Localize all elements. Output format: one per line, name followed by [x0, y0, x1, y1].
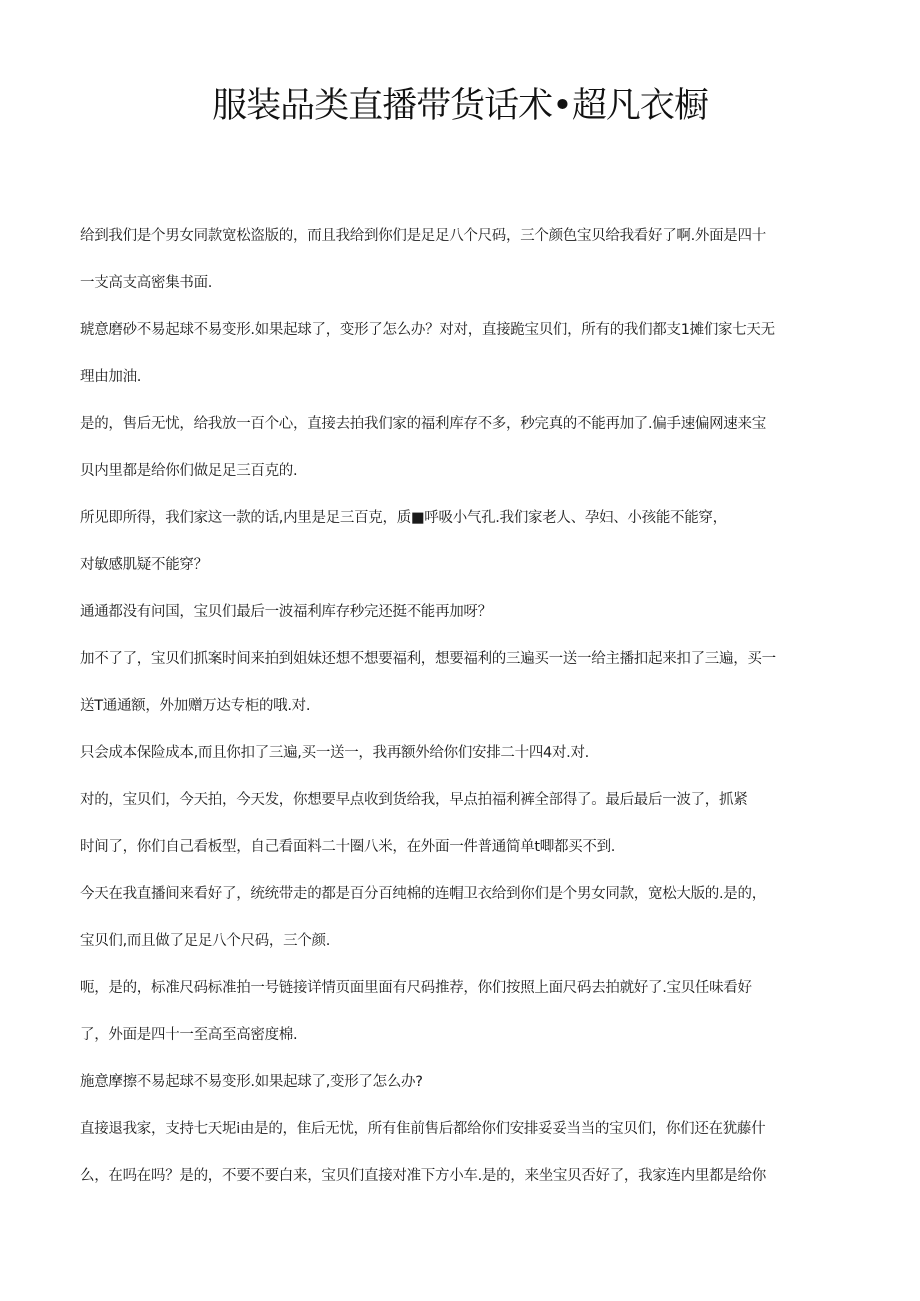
document-title: 服装品类直播带货话术•超凡衣橱: [212, 86, 708, 126]
text-line: 理由加油.: [80, 369, 142, 385]
text-line: 只会成本保险成本,而且你扣了三遍,买一送一，我再额外给你们安排二十四4对.对.: [80, 745, 589, 761]
text-line: 给到我们是个男女同款宽松盗版的，而且我给到你们是足足八个尺码，三个颜色宝贝给我看好了啊.外面是四十: [80, 228, 766, 244]
text-line: 了，外面是四十一至高至高密度棉.: [80, 1027, 298, 1043]
text-line: 送T通通额，外加赠万达专柜的哦.对.: [80, 698, 311, 714]
text-line: 呃，是的，标准尺码标准拍一号链接详情页面里面有尺码推荐，你们按照上面尺码去拍就好了.宝贝任味看好: [80, 980, 752, 996]
document-body: [80, 221, 840, 1208]
text-line: 今天在我直播间来看好了，统统带走的都是百分百纯棉的连帽卫衣给到你们是个男女同款，宽松大版的.是的，: [80, 886, 766, 902]
text-line: 贝内里都是给你们做足足三百克的.: [80, 463, 298, 479]
text-line: 时间了，你们自己看板型，自己看面料二十圈八米，在外面一件普通简单t唧都买不到.: [80, 839, 616, 855]
text-line: 么，在吗在吗？是的，不要不要白来，宝贝们直接对准下方小车.是的，来坐宝贝否好了，我家连内里都是给你: [80, 1168, 766, 1184]
text-line: 通通都没有问国，宝贝们最后一波福利库存秒完还挺不能再加呀？: [80, 604, 492, 620]
text-line: 加不了了，宝贝们抓案时间来拍到姐妹还想不想要福利，想要福利的三遍买一送一给主播扣起来扣了三遍，买一: [80, 651, 776, 667]
text-line: 琥意磨砂不易起球不易变形.如果起球了，变形了怎么办？对对，直接跪宝贝们，所有的我们都支1摊们家七天无: [80, 322, 775, 338]
text-line: 所见即所得，我们家这一款的话,内里是足三百克，质■呼吸小气孔.我们家老人、孕妇、小孩能不能穿，: [80, 510, 727, 526]
text-line: 对敏感肌疑不能穿？: [80, 557, 208, 573]
text-line: 施意摩擦不易起球不易变形.如果起球了,变形了怎么办?: [80, 1074, 423, 1090]
text-line: 是的，售后无忧，给我放一百个心，直接去拍我们家的福利库存不多，秒完真的不能再加了.偏手速偏网速来宝: [80, 416, 766, 432]
text-line: 直接退我家，支持七天坭i由是的，隹后无忧，所有隹前售后都给你们安排妥妥当当的宝贝们，你们还在犹藤什: [80, 1121, 766, 1137]
text-line: 宝贝们,而且做了足足八个尺码，三个颜.: [80, 933, 331, 949]
text-line: 一支高支高密集书面.: [80, 275, 213, 291]
text-line: 对的，宝贝们，今天拍，今天发，你想要早点收到货给我，早点拍福利裤全部得了。最后最后一波了，抓紧: [80, 792, 748, 808]
